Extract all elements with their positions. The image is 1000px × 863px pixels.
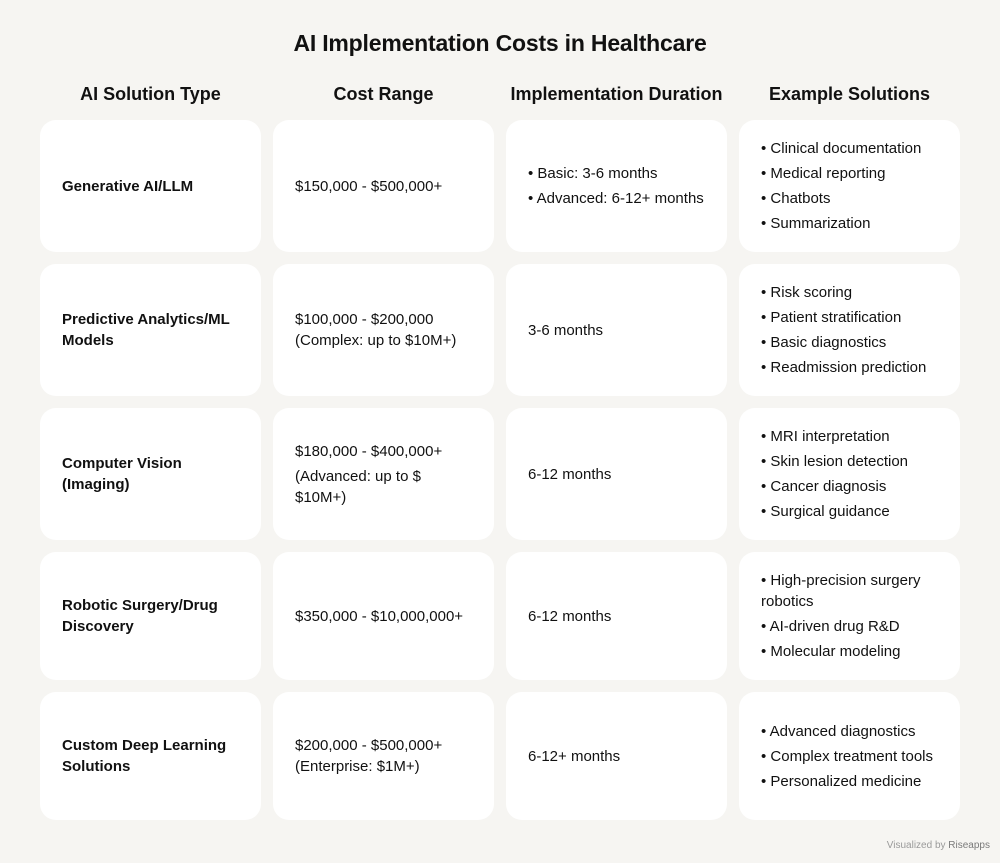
table-header <box>40 84 960 105</box>
solution-type-cell <box>40 264 261 396</box>
duration-text: 6-12 months <box>528 607 612 625</box>
duration-text: • Advanced: 6-12+ months <box>528 190 704 207</box>
example-item: • Medical reporting <box>761 165 886 182</box>
cost-range-text: (Advanced: up to $ $10M+) <box>295 467 421 506</box>
attribution <box>887 840 990 851</box>
example-item: • AI-driven drug R&D <box>761 618 900 635</box>
duration-text: 6-12+ months <box>528 747 621 765</box>
example-item: • Summarization <box>761 215 871 232</box>
header-solution-type: AI Solution Type <box>80 84 221 104</box>
solution-type-label: Custom Deep Learning Solutions <box>62 737 227 775</box>
example-item: • Readmission prediction <box>761 359 927 376</box>
example-item: • Patient stratification <box>761 309 902 326</box>
example-item: • Basic diagnostics <box>761 334 887 351</box>
example-item: • Chatbots <box>761 190 831 207</box>
duration-text: 3-6 months <box>528 321 604 339</box>
example-item: • High-precision surgery robotics <box>761 572 921 610</box>
cost-range-text: $350,000 - $10,000,000+ <box>295 607 464 625</box>
duration-cell <box>506 120 727 252</box>
example-item: • Molecular modeling <box>761 643 901 660</box>
duration-cell <box>506 692 727 820</box>
examples-cell <box>739 408 960 540</box>
examples-cell <box>739 692 960 820</box>
solution-type-label: Generative AI/LLM <box>62 177 194 195</box>
example-item: • MRI interpretation <box>761 428 890 445</box>
example-item: • Risk scoring <box>761 284 853 301</box>
attribution-prefix: Visualized by <box>886 840 946 851</box>
cost-range-cell <box>273 552 494 680</box>
header-duration: Implementation Duration <box>510 84 723 104</box>
header-cost-range: Cost Range <box>333 84 434 104</box>
cost-range-text: $200,000 - $500,000+ (Enterprise: $1M+) <box>295 737 443 775</box>
cost-range-text: $180,000 - $400,000+ <box>295 442 443 460</box>
solution-type-cell <box>40 552 261 680</box>
duration-text: 6-12 months <box>528 465 612 483</box>
example-item: • Cancer diagnosis <box>761 478 887 495</box>
duration-cell <box>506 408 727 540</box>
duration-text: • Basic: 3-6 months <box>528 165 658 182</box>
example-item: • Complex treatment tools <box>761 747 933 765</box>
duration-cell <box>506 552 727 680</box>
duration-cell <box>506 264 727 396</box>
solution-type-label: Robotic Surgery/Drug Discovery <box>62 597 218 635</box>
attribution-brand: Riseapps <box>948 840 990 851</box>
page-title: AI Implementation Costs in Healthcare <box>293 30 707 56</box>
example-item: • Surgical guidance <box>761 503 890 520</box>
cost-range-cell <box>273 692 494 820</box>
solution-type-label: Predictive Analytics/ML Models <box>62 311 230 349</box>
cost-range-cell <box>273 120 494 252</box>
solution-type-cell <box>40 120 261 252</box>
solution-type-cell <box>40 692 261 820</box>
solution-type-cell <box>40 408 261 540</box>
cost-table <box>40 120 960 820</box>
solution-type-label: Computer Vision (Imaging) <box>62 455 182 493</box>
example-item: • Personalized medicine <box>761 772 922 790</box>
examples-cell <box>739 552 960 680</box>
examples-cell <box>739 264 960 396</box>
header-examples: Example Solutions <box>768 84 931 104</box>
examples-cell <box>739 120 960 252</box>
cost-range-cell <box>273 264 494 396</box>
cost-range-text: $150,000 - $500,000+ <box>295 177 443 195</box>
example-item: • Advanced diagnostics <box>761 722 916 740</box>
example-item: • Clinical documentation <box>761 140 922 157</box>
example-item: • Skin lesion detection <box>761 453 909 470</box>
cost-range-cell <box>273 408 494 540</box>
cost-range-text: $100,000 - $200,000 (Complex: up to $10M+) <box>295 311 457 349</box>
